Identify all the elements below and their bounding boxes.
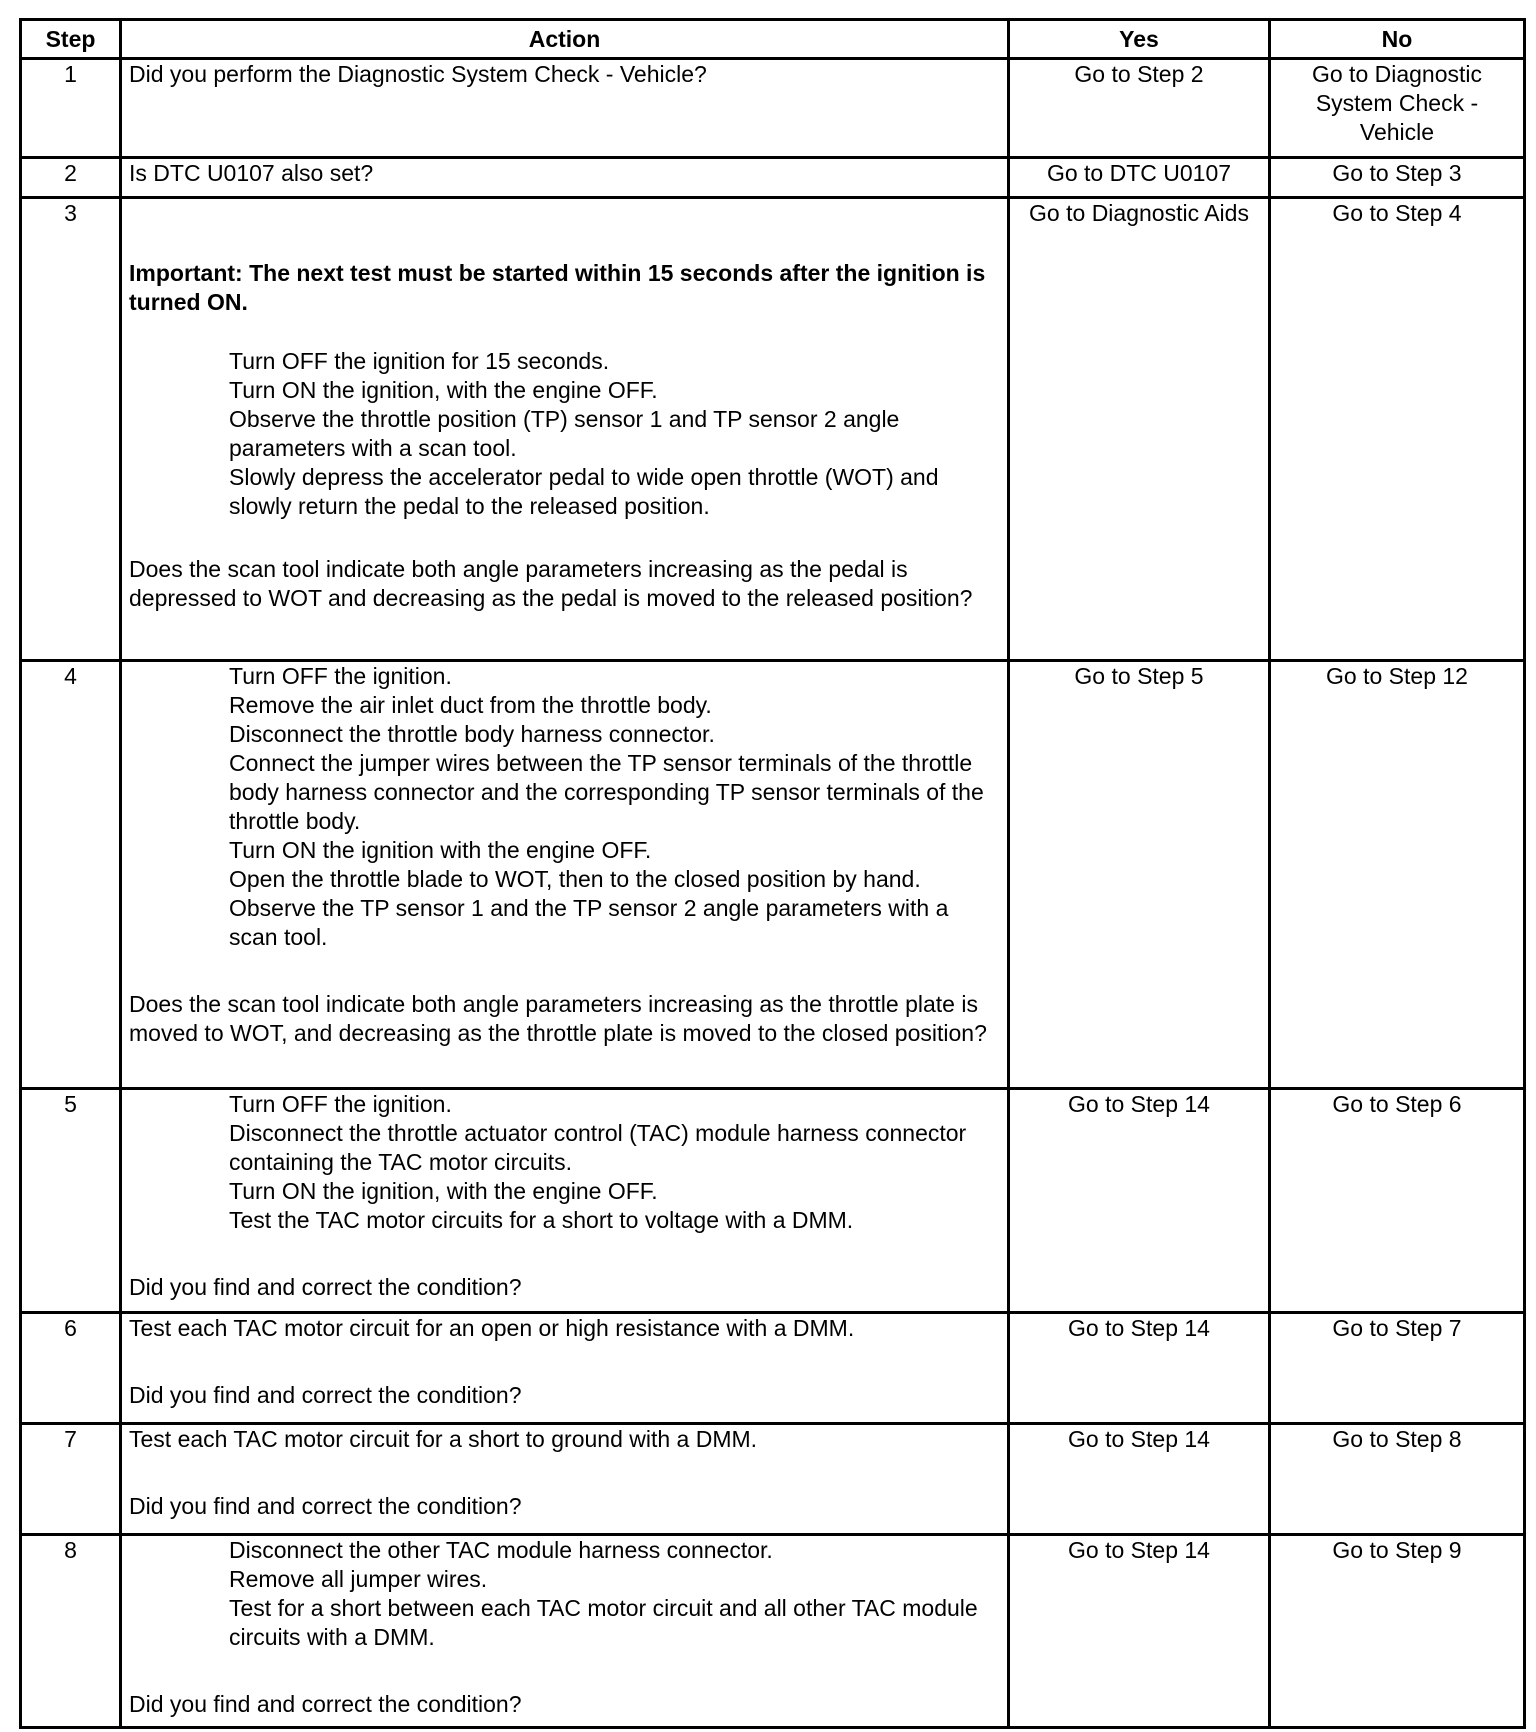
no-cell: Go to Step 6 [1270, 1089, 1525, 1313]
action-text: Did you perform the Diagnostic System Check - Vehicle? [129, 61, 707, 87]
action-cell [121, 1313, 1009, 1424]
procedure-step: Turn ON the ignition with the engine OFF. [229, 837, 652, 863]
action-cell [121, 1424, 1009, 1535]
step-number: 5 [21, 1089, 121, 1313]
procedure-step: Observe the TP sensor 1 and the TP sensor 2 angle parameters with a scan tool. [229, 895, 949, 950]
procedure-step: Disconnect the other TAC module harness connector. [229, 1537, 773, 1563]
no-cell: Go to Diagnostic System Check - Vehicle [1270, 59, 1525, 158]
step-number: 3 [21, 198, 121, 661]
procedure-step: Open the throttle blade to WOT, then to the closed position by hand. [229, 866, 921, 892]
procedure-step: Turn OFF the ignition. [229, 1091, 452, 1117]
action-text: Is DTC U0107 also set? [129, 160, 374, 186]
important-note: Important: The next test must be started within 15 seconds after the ignition is turned ON. [129, 260, 986, 315]
no-cell: Go to Step 4 [1270, 198, 1525, 661]
no-cell: Go to Step 9 [1270, 1535, 1525, 1728]
step-number: 7 [21, 1424, 121, 1535]
question-text: Did you find and correct the condition? [129, 1382, 522, 1408]
step-number: 8 [21, 1535, 121, 1728]
procedure-steps [129, 347, 1000, 521]
table-row [21, 661, 1525, 1089]
header-step: Step [21, 20, 121, 59]
procedure-step: Disconnect the throttle body harness connector. [229, 721, 715, 747]
procedure-step: Turn ON the ignition, with the engine OFF. [229, 1178, 658, 1204]
yes-cell: Go to Step 2 [1009, 59, 1270, 158]
procedure-step: Remove the air inlet duct from the throttle body. [229, 692, 712, 718]
procedure-step: Turn OFF the ignition for 15 seconds. [229, 348, 610, 374]
table-row [21, 1535, 1525, 1728]
step-number: 4 [21, 661, 121, 1089]
table-row [21, 59, 1525, 158]
question-text: Does the scan tool indicate both angle parameters increasing as the pedal is depressed to WOT and decreasing as the pedal is moved to the released position? [129, 556, 973, 611]
procedure-steps [129, 1536, 1000, 1652]
yes-cell: Go to Step 14 [1009, 1424, 1270, 1535]
action-cell [121, 1535, 1009, 1728]
no-cell: Go to Step 12 [1270, 661, 1525, 1089]
no-cell: Go to Step 3 [1270, 158, 1525, 198]
yes-cell: Go to DTC U0107 [1009, 158, 1270, 198]
action-text: Test each TAC motor circuit for an open or high resistance with a DMM. [129, 1315, 855, 1341]
step-number: 1 [21, 59, 121, 158]
question-text: Did you find and correct the condition? [129, 1274, 522, 1300]
table-row [21, 158, 1525, 198]
yes-cell: Go to Step 14 [1009, 1089, 1270, 1313]
table-row [21, 1313, 1525, 1424]
question-text: Does the scan tool indicate both angle parameters increasing as the throttle plate is moved to WOT, and decreasing as the throttle plate is moved to the closed position? [129, 991, 987, 1046]
procedure-step: Slowly depress the accelerator pedal to wide open throttle (WOT) and slowly return the pedal to the released position. [229, 464, 939, 519]
action-cell [121, 59, 1009, 158]
procedure-step: Turn ON the ignition, with the engine OFF. [229, 377, 658, 403]
procedure-step: Disconnect the throttle actuator control (TAC) module harness connector containing the TAC motor circuits. [229, 1120, 967, 1175]
procedure-step: Test for a short between each TAC motor circuit and all other TAC module circuits with a DMM. [229, 1595, 978, 1650]
header-yes: Yes [1009, 20, 1270, 59]
action-cell [121, 661, 1009, 1089]
action-cell [121, 198, 1009, 661]
procedure-steps [129, 662, 1000, 952]
yes-cell: Go to Step 5 [1009, 661, 1270, 1089]
action-cell [121, 158, 1009, 198]
procedure-step: Connect the jumper wires between the TP sensor terminals of the throttle body harness connector and the corresponding TP sensor terminals of the throttle body. [229, 750, 984, 834]
yes-cell: Go to Step 14 [1009, 1313, 1270, 1424]
procedure-step: Turn OFF the ignition. [229, 663, 452, 689]
header-no: No [1270, 20, 1525, 59]
table-row [21, 1424, 1525, 1535]
procedure-step: Test the TAC motor circuits for a short to voltage with a DMM. [229, 1207, 854, 1233]
procedure-step: Observe the throttle position (TP) sensor 1 and TP sensor 2 angle parameters with a scan tool. [229, 406, 900, 461]
diagnostic-table [19, 18, 1526, 1729]
action-text: Test each TAC motor circuit for a short to ground with a DMM. [129, 1426, 758, 1452]
header-action: Action [121, 20, 1009, 59]
table-row [21, 1089, 1525, 1313]
yes-cell: Go to Diagnostic Aids [1009, 198, 1270, 661]
table-row [21, 198, 1525, 661]
step-number: 2 [21, 158, 121, 198]
question-text: Did you find and correct the condition? [129, 1493, 522, 1519]
action-cell [121, 1089, 1009, 1313]
yes-cell: Go to Step 14 [1009, 1535, 1270, 1728]
step-number: 6 [21, 1313, 121, 1424]
procedure-step: Remove all jumper wires. [229, 1566, 488, 1592]
no-cell: Go to Step 7 [1270, 1313, 1525, 1424]
no-cell: Go to Step 8 [1270, 1424, 1525, 1535]
question-text: Did you find and correct the condition? [129, 1691, 522, 1717]
procedure-steps [129, 1090, 1000, 1235]
table-header-row [21, 20, 1525, 59]
